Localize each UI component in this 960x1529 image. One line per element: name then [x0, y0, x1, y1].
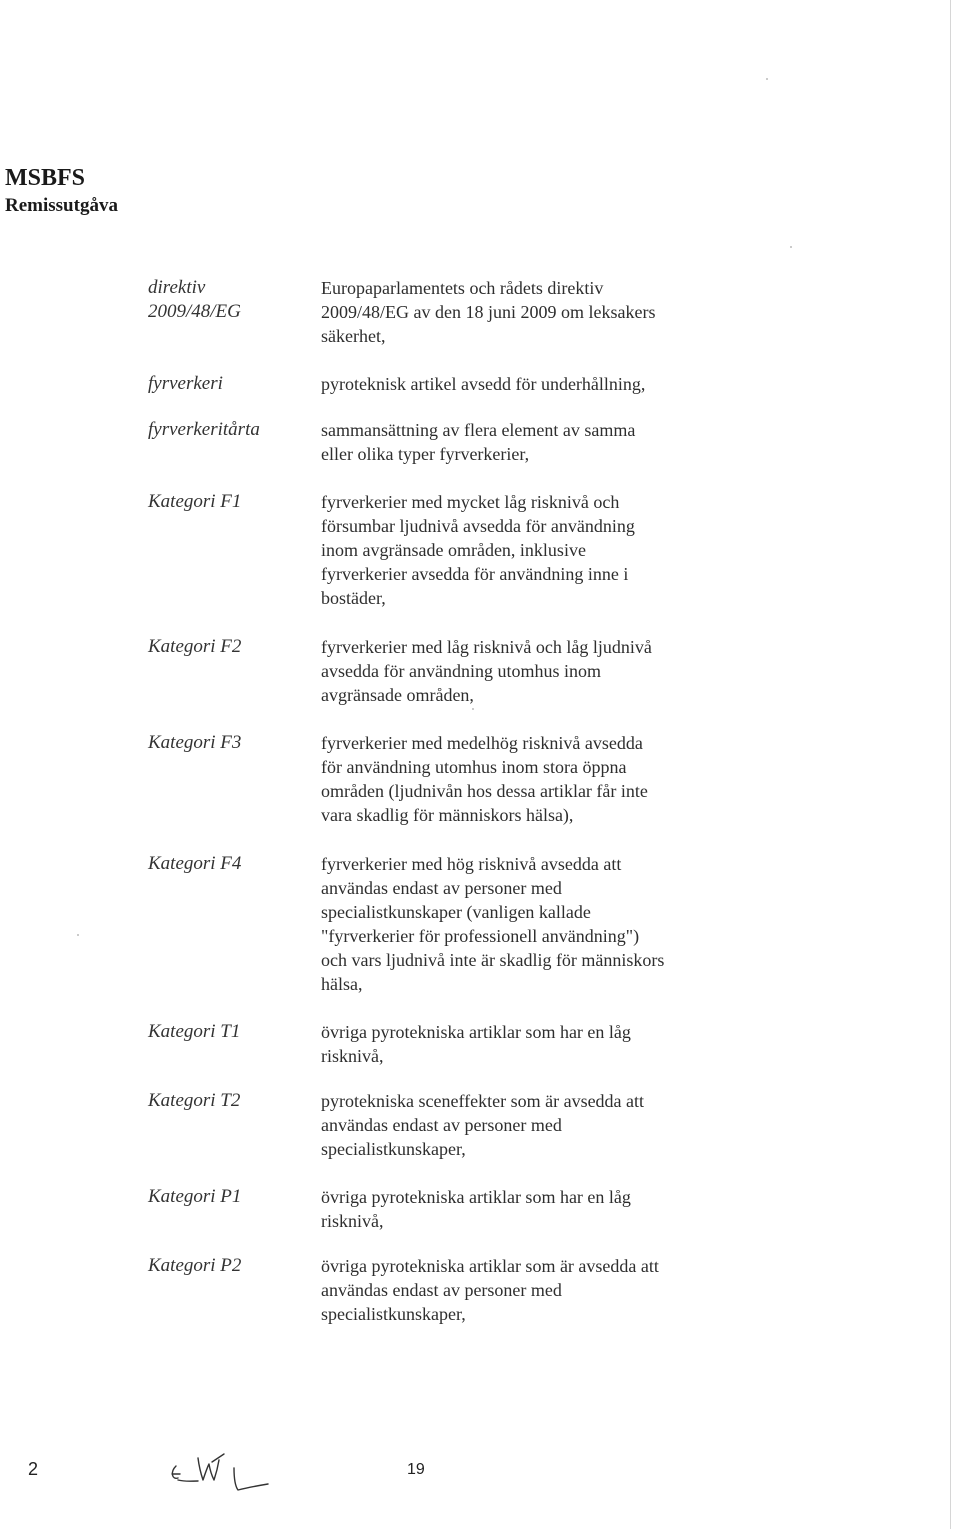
definition-line: områden (ljudnivån hos dessa artiklar får inte: [321, 781, 648, 801]
definition-line: Europaparlamentets och rådets direktiv: [321, 278, 604, 298]
definition: [321, 418, 721, 466]
scan-speck: [472, 708, 474, 710]
definition-line: avsedda för användning utomhus inom: [321, 661, 601, 681]
definition-line: bostäder,: [321, 588, 386, 608]
definition: [321, 1185, 721, 1233]
term: [148, 1254, 308, 1278]
term-line: Kategori F1: [148, 491, 242, 512]
definition: [321, 635, 721, 707]
definition-line: försumbar ljudnivå avsedda för användning: [321, 516, 635, 536]
definition-line: 2009/48/EG av den 18 juni 2009 om leksakers: [321, 302, 656, 322]
term-line: Kategori F3: [148, 732, 242, 753]
term-line: Kategori P2: [148, 1255, 242, 1276]
definition-line: och vars ljudnivå inte är skadlig för människors: [321, 950, 665, 970]
definition-line: användas endast av personer med: [321, 1115, 562, 1135]
term-line: Kategori T1: [148, 1021, 241, 1042]
term: [148, 1185, 308, 1209]
term-line: direktiv: [148, 277, 206, 298]
scan-speck: [790, 246, 792, 248]
term: [148, 852, 308, 876]
term: [148, 1020, 308, 1044]
definition-line: avgränsade områden,: [321, 685, 474, 705]
definition-line: pyrotekniska sceneffekter som är avsedda att: [321, 1091, 645, 1111]
handwritten-initials: [168, 1448, 278, 1498]
document-header: [5, 164, 118, 218]
definition-line: "fyrverkerier för professionell användning"): [321, 926, 640, 946]
term: [148, 1089, 308, 1113]
definition-line: användas endast av personer med: [321, 878, 562, 898]
definition: [321, 1254, 721, 1326]
page-number: 2: [28, 1459, 39, 1479]
definition-line: specialistkunskaper,: [321, 1304, 466, 1324]
definition-line: för användning utomhus inom stora öppna: [321, 757, 627, 777]
term-line: Kategori F2: [148, 636, 242, 657]
term: [148, 276, 308, 324]
definition-line: risknivå,: [321, 1211, 384, 1231]
term-line: Kategori T2: [148, 1090, 241, 1111]
definition: [321, 1020, 721, 1068]
definition-line: fyrverkerier med medelhög risknivå avsedda: [321, 733, 643, 753]
definition: [321, 731, 721, 827]
definition: [321, 276, 721, 348]
term-line: 2009/48/EG: [148, 301, 241, 322]
definition-line: inom avgränsade områden, inklusive: [321, 540, 586, 560]
definition-line: övriga pyrotekniska artiklar som har en låg: [321, 1022, 631, 1042]
page-edge-line: [950, 0, 951, 1529]
scan-speck: [766, 78, 768, 80]
definition-line: fyrverkerier med hög risknivå avsedda att: [321, 854, 622, 874]
term: [148, 372, 308, 396]
definition-line: pyroteknisk artikel avsedd för underhållning,: [321, 374, 646, 394]
definition-line: hälsa,: [321, 974, 363, 994]
term-line: fyrverkeritårta: [148, 419, 260, 440]
term-line: Kategori P1: [148, 1186, 242, 1207]
definition-line: eller olika typer fyrverkerier,: [321, 444, 530, 464]
page-number-center: 19: [407, 1461, 425, 1478]
definition-line: fyrverkerier med låg risknivå och låg ljudnivå: [321, 637, 652, 657]
document-status: Remissutgåva: [5, 195, 118, 216]
definition-line: övriga pyrotekniska artiklar som är avsedda att: [321, 1256, 659, 1276]
definition-line: fyrverkerier med mycket låg risknivå och: [321, 492, 620, 512]
definition-line: säkerhet,: [321, 326, 386, 346]
term: [148, 635, 308, 659]
definition-line: övriga pyrotekniska artiklar som har en låg: [321, 1187, 631, 1207]
definition: [321, 852, 721, 996]
definition: [321, 490, 721, 610]
definition-line: specialistkunskaper (vanligen kallade: [321, 902, 591, 922]
term: [148, 418, 308, 442]
definition-line: användas endast av personer med: [321, 1280, 562, 1300]
scan-speck: [77, 934, 79, 936]
term: [148, 490, 308, 514]
term-line: fyrverkeri: [148, 373, 223, 394]
definition-line: sammansättning av flera element av samma: [321, 420, 636, 440]
definition-line: risknivå,: [321, 1046, 384, 1066]
definition-line: vara skadlig för människors hälsa),: [321, 805, 574, 825]
organization-code: MSBFS: [5, 165, 86, 191]
definition-line: fyrverkerier avsedda för användning inne i: [321, 564, 629, 584]
definition: [321, 372, 721, 396]
definition: [321, 1089, 721, 1161]
term: [148, 731, 308, 755]
term-line: Kategori F4: [148, 853, 242, 874]
definition-line: specialistkunskaper,: [321, 1139, 466, 1159]
